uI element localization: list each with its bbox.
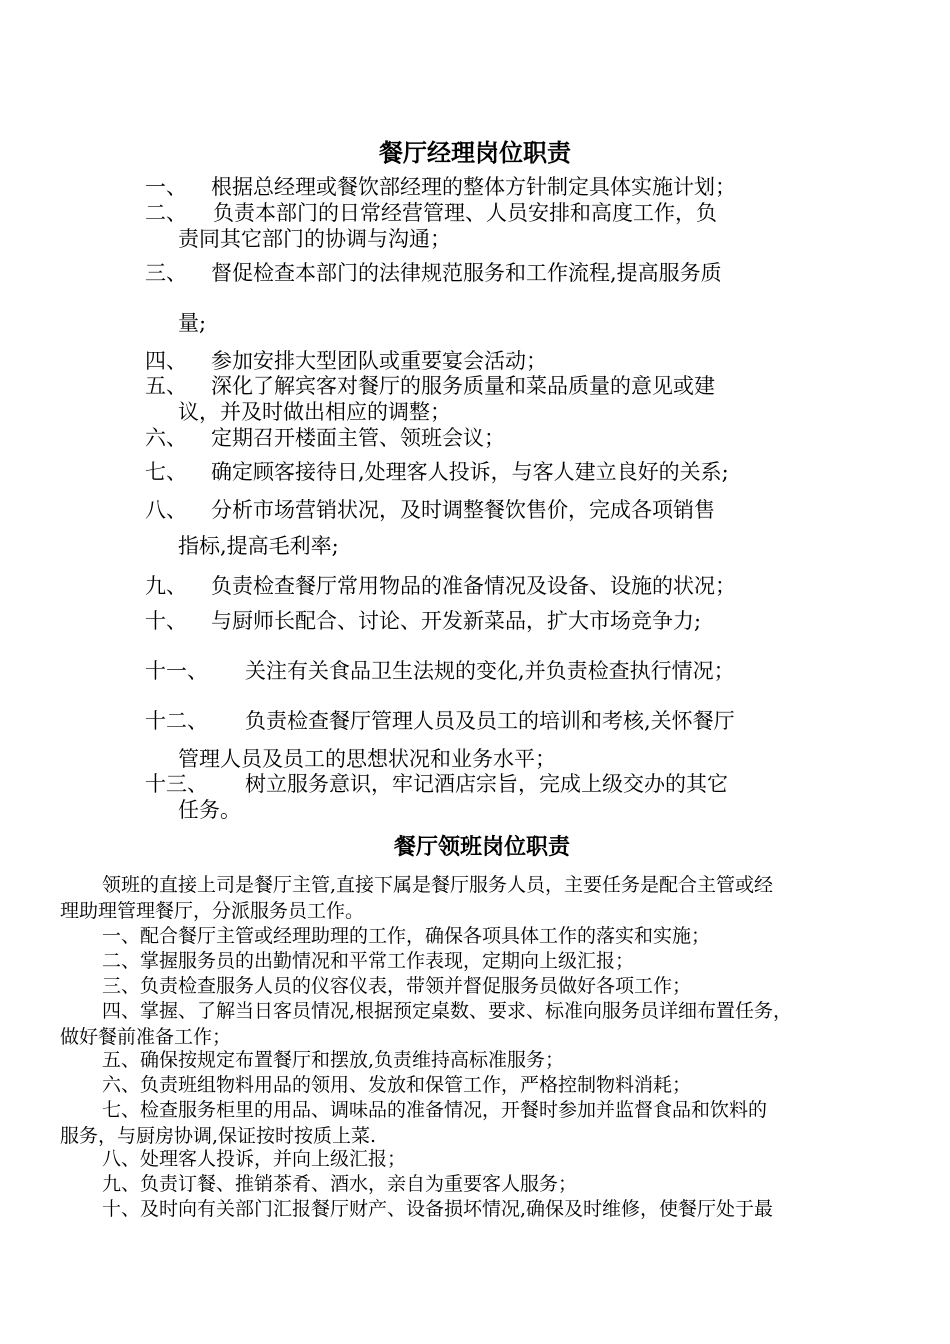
item-number: 十三、	[145, 772, 208, 796]
item-text: 分析市场营销状况，及时调整餐饮售价，完成各项销售	[211, 498, 715, 522]
item-text-continued: 指标,提高毛利率;	[178, 534, 339, 558]
paragraph-text: 一、配合餐厅主管或经理助理的工作，确保各项具体工作的落实和实施；	[102, 925, 711, 947]
item-number: 三、	[145, 261, 187, 285]
item-text: 根据总经理或餐饮部经理的整体方针制定具体实施计划；	[211, 175, 736, 199]
item-text: 与厨师长配合、讨论、开发新菜品，扩大市场竞争力;	[211, 609, 702, 633]
item-text-continued: 量;	[178, 311, 207, 335]
item-number: 十、	[145, 609, 187, 633]
item-text: 深化了解宾客对餐厅的服务质量和菜品质量的意见或建	[211, 374, 715, 398]
paragraph-text: 三、负责检查服务人员的仪容仪表，带领并督促服务员做好各项工作；	[102, 975, 692, 997]
item-text-continued: 任务。	[178, 798, 241, 822]
paragraph-text: 领班的直接上司是餐厅主管,直接下属是餐厅服务人员，主要任务是配合主管或经	[102, 874, 774, 896]
item-number: 二、	[145, 201, 187, 225]
item-number: 六、	[145, 426, 187, 450]
paragraph-text: 九、负责订餐、推销茶肴、酒水，亲自为重要客人服务；	[102, 1173, 578, 1195]
item-number: 一、	[145, 175, 187, 199]
item-text-continued: 议，并及时做出相应的调整；	[178, 400, 451, 424]
paragraph-text-continued: 服务，与厨房协调,保证按时按质上菜.	[60, 1125, 377, 1147]
item-number: 四、	[145, 349, 187, 373]
item-text: 负责检查餐厅管理人员及员工的培训和考核,关怀餐厅	[245, 709, 735, 733]
item-number: 十一、	[145, 659, 208, 683]
item-number: 五、	[145, 374, 187, 398]
paragraph-text: 八、处理客人投诉，并向上级汇报；	[102, 1148, 407, 1170]
item-number: 七、	[145, 460, 187, 484]
item-text: 负责本部门的日常经营管理、人员安排和高度工作，负	[213, 201, 717, 225]
leader-duties-title: 餐厅领班岗位职责	[393, 834, 570, 860]
item-text: 定期召开楼面主管、领班会议；	[211, 426, 505, 450]
paragraph-text: 六、负责班组物料用品的领用、发放和保管工作，严格控制物料消耗；	[102, 1074, 692, 1096]
item-text-continued: 责同其它部门的协调与沟通；	[178, 227, 451, 251]
item-text: 督促检查本部门的法律规范服务和工作流程,提高服务质	[211, 261, 722, 285]
item-number: 九、	[145, 574, 187, 598]
paragraph-text-continued: 做好餐前准备工作；	[60, 1026, 232, 1048]
manager-duties-title: 餐厅经理岗位职责	[379, 138, 571, 167]
item-text: 参加安排大型团队或重要宴会活动；	[211, 349, 547, 373]
paragraph-text-continued: 理助理管理餐厅，分派服务员工作。	[60, 900, 365, 922]
item-text: 确定顾客接待日,处理客人投诉，与客人建立良好的关系;	[211, 460, 729, 484]
item-text: 关注有关食品卫生法规的变化,并负责检查执行情况；	[245, 659, 735, 683]
item-text: 负责检查餐厅常用物品的准备情况及设备、设施的状况；	[211, 574, 736, 598]
item-number: 八、	[145, 498, 187, 522]
item-number: 十二、	[145, 709, 208, 733]
paragraph-text: 七、检查服务柜里的用品、调味品的准备情况，开餐时参加并监督食品和饮料的	[102, 1099, 768, 1121]
paragraph-text: 四、掌握、了解当日客员情况,根据预定桌数、要求、标准向服务员详细布置任务，	[102, 1000, 793, 1022]
item-text: 树立服务意识，牢记酒店宗旨，完成上级交办的其它	[245, 772, 728, 796]
item-text-continued: 管理人员及员工的思想状况和业务水平；	[178, 747, 556, 771]
paragraph-text: 二、掌握服务员的出勤情况和平常工作表现，定期向上级汇报；	[102, 950, 635, 972]
paragraph-text: 五、确保按规定布置餐厅和摆放,负责维持高标准服务；	[102, 1049, 565, 1071]
paragraph-text: 十、及时向有关部门汇报餐厅财产、设备损坏情况,确保及时维修，使餐厅处于最	[102, 1198, 774, 1220]
